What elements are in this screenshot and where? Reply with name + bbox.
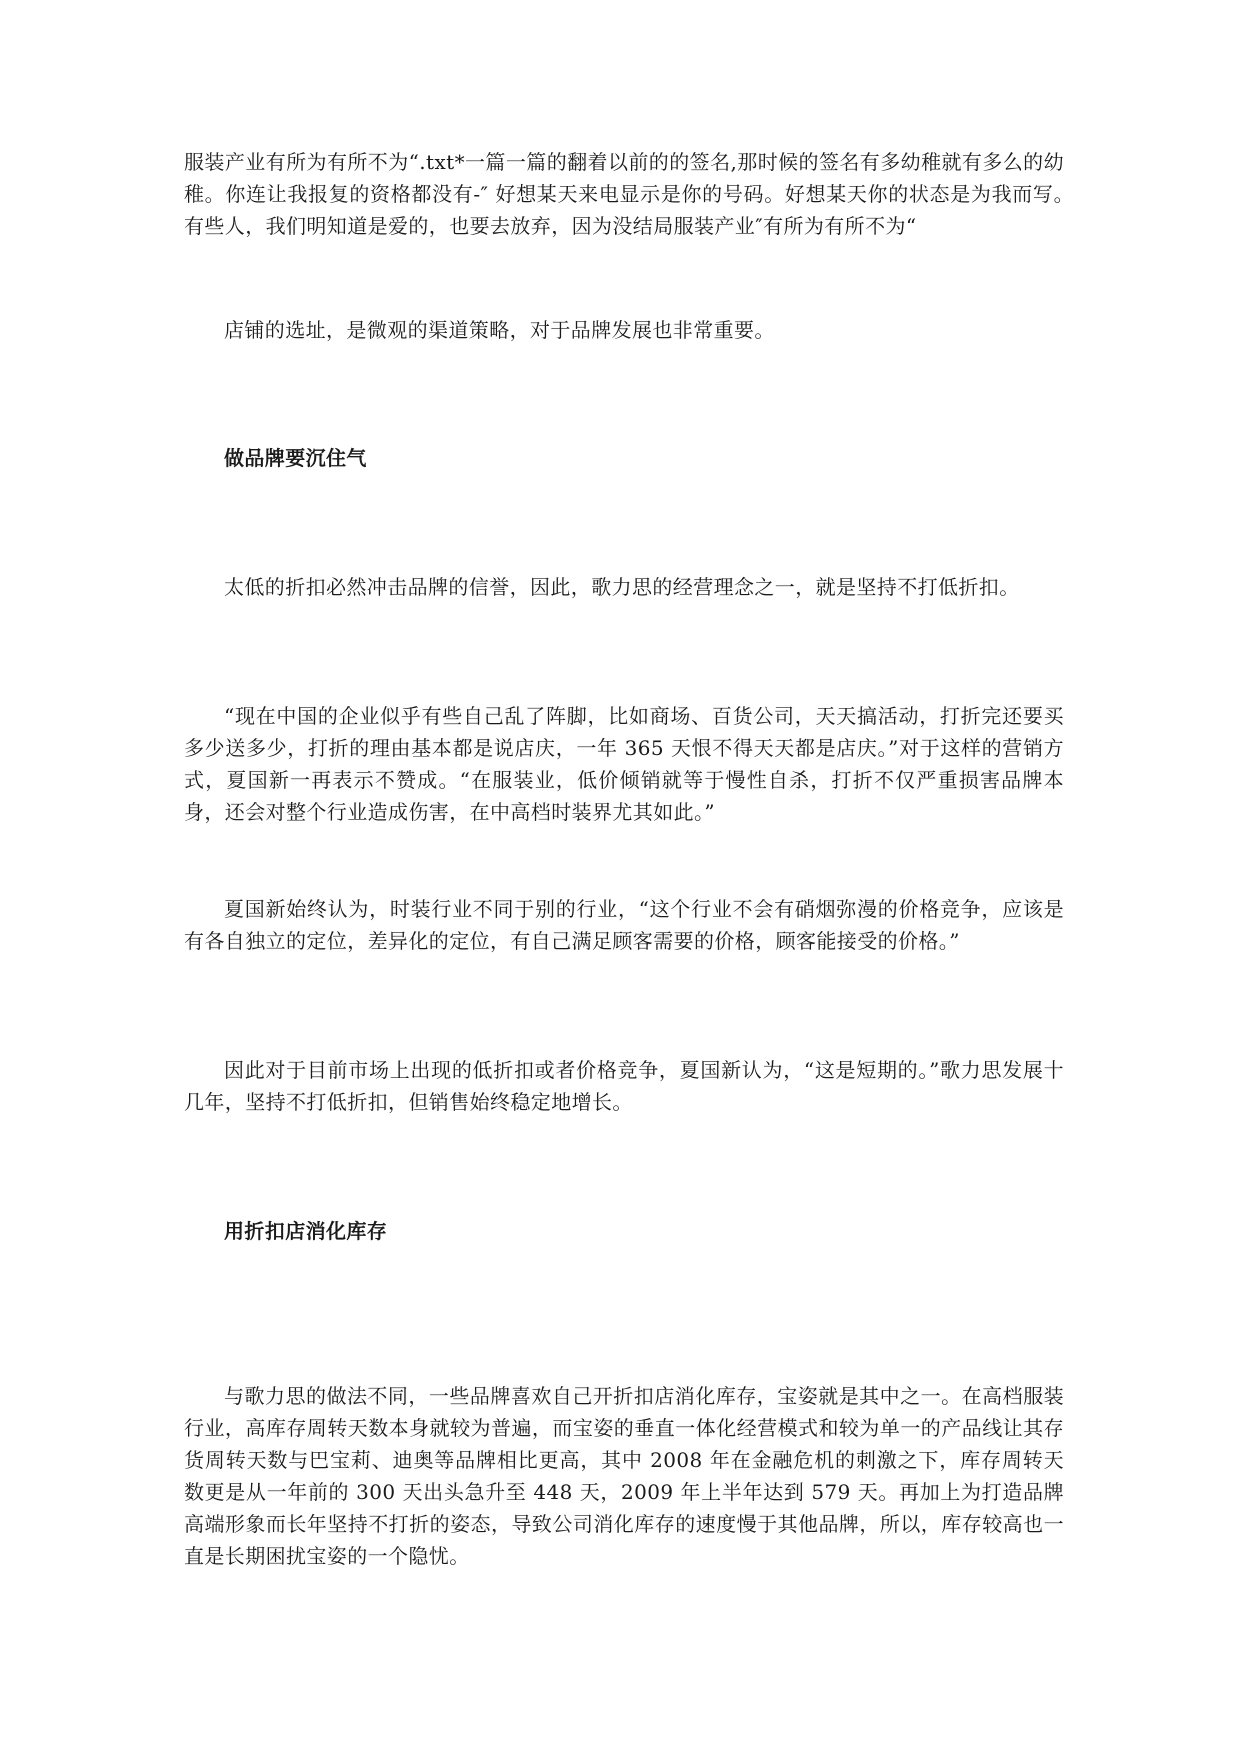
paragraph-inventory: 与歌力思的做法不同，一些品牌喜欢自己开折扣店消化库存，宝姿就是其中之一。在高档服装行业，高库存周转天数本身就较为普遍，而宝姿的垂直一体化经营模式和较为单一的产品线让其存货周转天数与巴宝莉、迪奥等品牌相比更高，其中 2008 年在金融危机的刺激之下，库存周转天数更是从一年前的 300 天出头急升至 448 天，2009 年上半年达到 579 天。再加上为打造品牌高端形象而长年坚持不打折的姿态，导致公司消化库存的速度慢于其他品牌，所以，库存较高也一直是长期困扰宝姿的一个隐忧。	[184, 1384, 1064, 1568]
section-heading-discount-stores: 用折扣店消化库存	[224, 1219, 388, 1243]
section-heading-brand-patience: 做品牌要沉住气	[224, 446, 367, 470]
paragraph-store-location: 店铺的选址，是微观的渠道策略，对于品牌发展也非常重要。	[224, 318, 775, 342]
paragraph-quote-china-enterprises: “现在中国的企业似乎有些自己乱了阵脚，比如商场、百货公司，天天搞活动，打折完还要买多少送多少，打折的理由基本都是说店庆，一年 365 天恨不得天天都是店庆。”对于这样的营销方式，夏国新一再表示不赞成。“在服装业，低价倾销就等于慢性自杀，打折不仅严重损害品牌本身，还会对整个行业造成伤害，在中高档时装界尤其如此。”	[184, 704, 1064, 824]
paragraph-fashion-industry: 夏国新始终认为，时装行业不同于别的行业，“这个行业不会有硝烟弥漫的价格竞争，应该是有各自独立的定位，差异化的定位，有自己满足顾客需要的价格，顾客能接受的价格。”	[184, 897, 1064, 953]
paragraph-short-term: 因此对于目前市场上出现的低折扣或者价格竞争，夏国新认为，“这是短期的。”歌力思发展十几年，坚持不打低折扣，但销售始终稳定地增长。	[184, 1058, 1064, 1114]
paragraph-low-discount: 太低的折扣必然冲击品牌的信誉，因此，歌力思的经营理念之一，就是坚持不打低折扣。	[224, 575, 1020, 599]
paragraph-intro: 服装产业有所为有所不为“.txt*一篇一篇的翻着以前的的签名,那时候的签名有多幼稚就有多么的幼稚。你连让我报复的资格都没有-″ 好想某天来电显示是你的号码。好想某天你的状态是为我而写。 有些人，我们明知道是爱的，也要去放弃，因为没结局服装产业″有所为有所不为“	[184, 150, 1085, 238]
